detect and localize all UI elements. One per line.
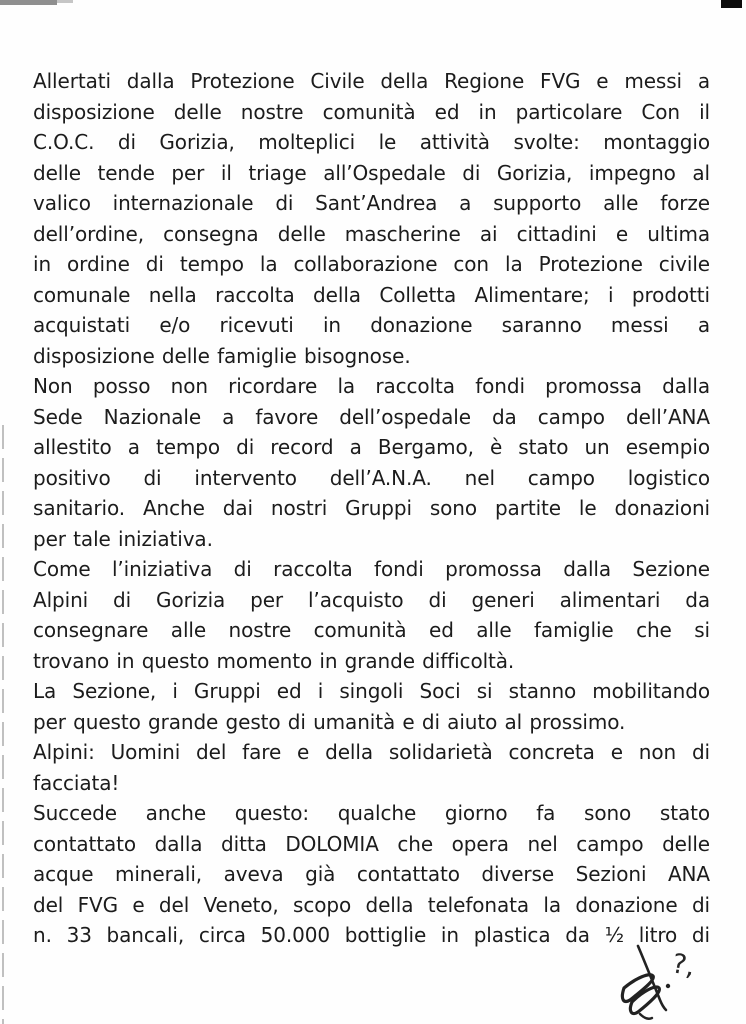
text-line: Sede Nazionale a favore dell’ospedale da campo dell’ANA — [33, 404, 710, 429]
text-line: Succede anche questo: qualche giorno fa sono stato — [33, 801, 710, 825]
text-line: Allertati dalla Protezione Civile della Regione FVG e messi a — [33, 69, 710, 93]
text-line: disposizione delle famiglie bisognose. — [33, 343, 411, 368]
text-line: C.O.C. di Gorizia, molteplici le attività svolte: montaggio — [33, 130, 710, 154]
text-line: per tale iniziativa. — [33, 526, 213, 551]
text-line: trovano in questo momento in grande difficoltà. — [33, 648, 515, 673]
text-line: in ordine di tempo la collaborazione con la Protezione civile — [33, 252, 710, 276]
text-line: contattato dalla ditta DOLOMIA che opera nel campo delle — [33, 831, 710, 856]
text-line: per questo grande gesto di umanità e di aiuto al prossimo. — [33, 709, 626, 734]
text-line: sanitario. Anche dai nostri Gruppi sono partite le donazioni — [33, 496, 710, 520]
text-line: delle tende per il triage all’Ospedale di Gorizia, impegno al — [33, 160, 710, 185]
text-line: Alpini: Uomini del fare e della solidarietà concreta e non di — [33, 740, 710, 764]
text-line: n. 33 bancali, circa 50.000 bottiglie in plastica da ½ litro di — [33, 923, 710, 947]
text-line: positivo di intervento dell’A.N.A. nel campo logistico — [33, 465, 710, 490]
text-line: consegnare alle nostre comunità ed alle famiglie che si — [33, 618, 710, 642]
document-body-text — [33, 66, 710, 951]
text-line: comunale nella raccolta della Colletta Alimentare; i prodotti — [33, 282, 710, 307]
text-line: dell’ordine, consegna delle mascherine ai cittadini e ultima — [33, 221, 710, 246]
scan-artifact-left-edge-line — [2, 425, 4, 1024]
scan-artifact-top-left-strip — [0, 0, 57, 5]
text-line: Non posso non ricordare la raccolta fondi promossa dalla — [33, 374, 710, 398]
handwritten-question-mark-annotation: ?, — [669, 948, 698, 983]
pen-scribble-strokes — [596, 942, 736, 1024]
scan-artifact-top-right-mark — [721, 0, 742, 8]
text-line: acquistati e/o ricevuti in donazione saranno messi a — [33, 313, 710, 337]
scan-artifact-top-left-speck — [57, 0, 73, 3]
text-line: facciata! — [33, 770, 120, 795]
text-line: Come l’iniziativa di raccolta fondi promossa dalla Sezione — [33, 557, 710, 581]
text-line: acque minerali, aveva già contattato diverse Sezioni ANA — [33, 862, 710, 886]
text-line: Alpini di Gorizia per l’acquisto di generi alimentari da — [33, 587, 710, 612]
pen-scribble-signature — [596, 942, 736, 1024]
text-line: allestito a tempo di record a Bergamo, è stato un esempio — [33, 435, 710, 459]
text-line: valico internazionale di Sant’Andrea a supporto alle forze — [33, 191, 710, 215]
text-line: La Sezione, i Gruppi ed i singoli Soci si stanno mobilitando — [33, 679, 710, 703]
text-line: disposizione delle nostre comunità ed in particolare Con il — [33, 99, 710, 124]
text-line: del FVG e del Veneto, scopo della telefonata la donazione di — [33, 892, 710, 917]
